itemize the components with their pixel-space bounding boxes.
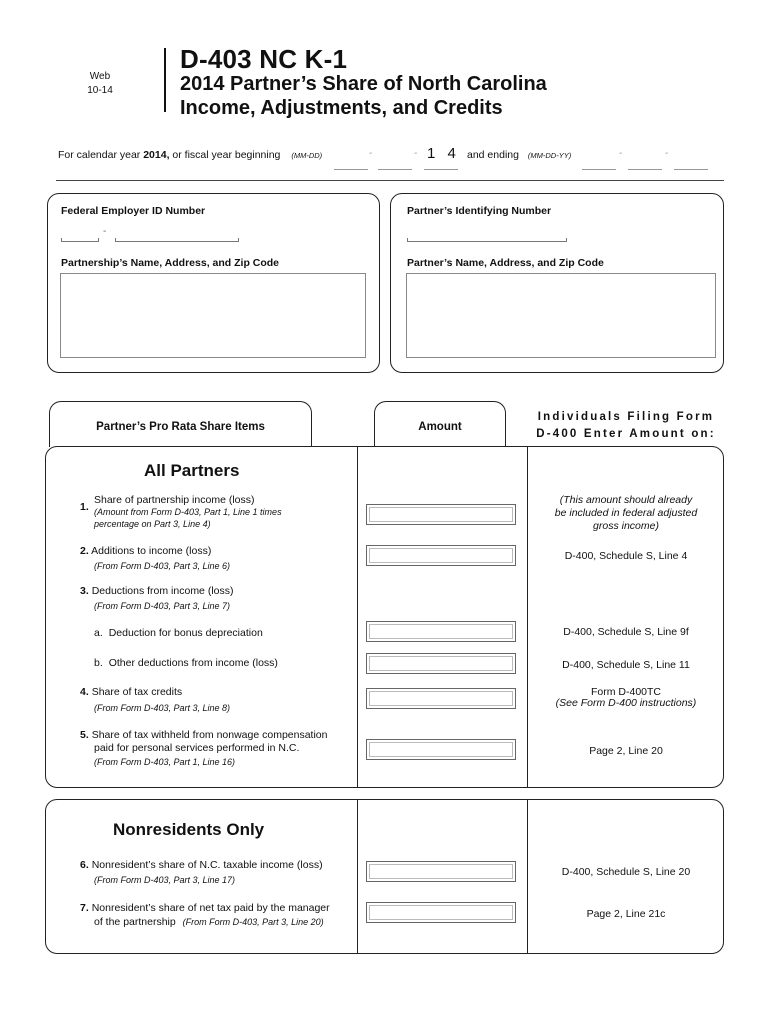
- line-1-number: 1.: [80, 501, 89, 513]
- amount-header-tab: Amount: [374, 401, 506, 447]
- dash: -: [619, 148, 623, 159]
- line-5-source: (From Form D-403, Part 1, Line 16): [94, 757, 236, 767]
- line-5-destination: Page 2, Line 20: [589, 745, 663, 757]
- fein-label: Federal Employer ID Number: [61, 205, 206, 217]
- line-1-source: (Amount from Form D-403, Part 1, Line 1 times percentage on Part 3, Line 4): [94, 507, 282, 529]
- line-5-amount-input[interactable]: [366, 739, 516, 760]
- fy-prefix: For calendar year: [58, 149, 141, 161]
- line-6: [80, 859, 323, 886]
- items-header-tab: Partner’s Pro Rata Share Items: [49, 401, 312, 447]
- line-5: [80, 729, 328, 768]
- line-7-number: 7.: [80, 902, 89, 914]
- column-divider: [357, 800, 358, 953]
- individuals-header-line1: Individuals Filing Form: [537, 411, 715, 423]
- partner-id-label: Partner’s Identifying Number: [407, 205, 552, 217]
- line-7-text: Nonresident’s share of net tax paid by the manager: [91, 902, 330, 914]
- line-2-amount-input[interactable]: [366, 545, 516, 566]
- line-5-text: Share of tax withheld from nonwage compensation: [91, 729, 328, 741]
- partner-name-label: Partner’s Name, Address, and Zip Code: [407, 257, 604, 269]
- line-1-text: Share of partnership income (loss): [94, 494, 255, 506]
- line-2-destination: D-400, Schedule S, Line 4: [564, 550, 688, 562]
- individuals-header-line2: D-400 Enter Amount on:: [536, 428, 716, 440]
- line-2: [80, 545, 230, 572]
- individuals-header: [528, 409, 724, 443]
- web-label: Web: [89, 71, 111, 82]
- form-title-line1: 2014 Partner’s Share of North Carolina: [180, 73, 547, 95]
- line-4-destination: [528, 686, 724, 710]
- ending-note: (MM-DD-YY): [527, 151, 572, 160]
- dash: -: [665, 148, 669, 159]
- end-month-input[interactable]: [582, 157, 616, 170]
- line-2-number: 2.: [80, 545, 89, 557]
- end-day-input[interactable]: [628, 157, 662, 170]
- partner-id-input[interactable]: [407, 238, 567, 242]
- fy-year: 2014,: [143, 149, 170, 161]
- fy-begin-note: (MM-DD): [291, 151, 323, 160]
- dash: -: [414, 148, 418, 159]
- line-6-source: (From Form D-403, Part 3, Line 17): [94, 875, 236, 885]
- line-4-source: (From Form D-403, Part 3, Line 8): [94, 703, 231, 713]
- line-4: [80, 686, 230, 714]
- line-2-text: Additions to income (loss): [91, 545, 212, 557]
- line-7-amount-input[interactable]: [366, 902, 516, 923]
- line-3b-letter: b.: [94, 657, 103, 669]
- nonresidents-heading: Nonresidents Only: [113, 820, 265, 839]
- form-title-line2: Income, Adjustments, and Credits: [180, 97, 503, 119]
- header-rule: [56, 180, 724, 181]
- line-3b-amount-input[interactable]: [366, 653, 516, 674]
- line-4-number: 4.: [80, 686, 89, 698]
- form-title: [180, 72, 547, 120]
- line-2-source: (From Form D-403, Part 3, Line 6): [94, 561, 231, 571]
- ending-label: [467, 149, 571, 161]
- end-year-input[interactable]: [674, 157, 708, 170]
- line-3b-text: Other deductions from income (loss): [108, 657, 278, 669]
- line-6-text: Nonresident’s share of N.C. taxable income (loss): [91, 859, 323, 871]
- all-partners-heading: All Partners: [144, 461, 240, 480]
- fy-mid: or fiscal year beginning: [172, 149, 281, 161]
- line-1-destination: (This amount should already be included in federal adjusted gross income): [554, 494, 698, 532]
- dash: -: [103, 226, 107, 237]
- form-number: D-403 NC K-1: [180, 44, 348, 74]
- begin-day-input[interactable]: [378, 157, 412, 170]
- line-1: [80, 494, 294, 530]
- line-7-text-cont: of the partnership: [94, 916, 176, 928]
- revision-date: 10-14: [87, 85, 113, 96]
- form-version: [70, 70, 130, 98]
- partnership-name-label: Partnership’s Name, Address, and Zip Code: [61, 257, 280, 269]
- line-3a-amount-input[interactable]: [366, 621, 516, 642]
- begin-year-suffix: 1 4: [427, 145, 460, 162]
- line-5-number: 5.: [80, 729, 89, 741]
- line-3a-destination: D-400, Schedule S, Line 9f: [563, 626, 689, 638]
- line-4-text: Share of tax credits: [91, 686, 183, 698]
- line-3a-letter: a.: [94, 627, 103, 639]
- line-3a-text: Deduction for bonus depreciation: [108, 627, 263, 639]
- line-3-number: 3.: [80, 585, 89, 597]
- line-3-text: Deductions from income (loss): [91, 585, 234, 597]
- header-divider: [164, 48, 166, 112]
- fein-suffix-input[interactable]: [115, 238, 239, 242]
- line-6-amount-input[interactable]: [366, 861, 516, 882]
- line-7-destination: Page 2, Line 21c: [586, 908, 666, 920]
- partnership-name-input[interactable]: [60, 273, 366, 358]
- line-1-amount-input[interactable]: [366, 504, 516, 525]
- column-divider: [357, 447, 358, 787]
- line-3: [80, 585, 233, 612]
- fein-prefix-input[interactable]: [61, 238, 99, 242]
- dash: -: [369, 148, 373, 159]
- line-3b: [94, 657, 278, 669]
- line-3a: [94, 627, 263, 639]
- fiscal-year-label: [58, 149, 322, 161]
- line-7-source: (From Form D-403, Part 3, Line 20): [182, 917, 324, 927]
- line-4-amount-input[interactable]: [366, 688, 516, 709]
- line-3b-destination: D-400, Schedule S, Line 11: [562, 659, 690, 671]
- begin-year-underline: [424, 157, 458, 170]
- line-4-destination-note: (See Form D-400 instructions): [555, 697, 697, 709]
- line-5-text-cont: paid for personal services performed in N.C.: [94, 742, 300, 754]
- line-6-number: 6.: [80, 859, 89, 871]
- begin-month-input[interactable]: [334, 157, 368, 170]
- line-4-destination-form: Form D-400TC: [590, 686, 661, 698]
- line-7: [80, 902, 330, 928]
- ending-text: and ending: [467, 149, 519, 161]
- partner-name-input[interactable]: [406, 273, 716, 358]
- line-3-source: (From Form D-403, Part 3, Line 7): [94, 601, 231, 611]
- line-6-destination: D-400, Schedule S, Line 20: [561, 866, 691, 878]
